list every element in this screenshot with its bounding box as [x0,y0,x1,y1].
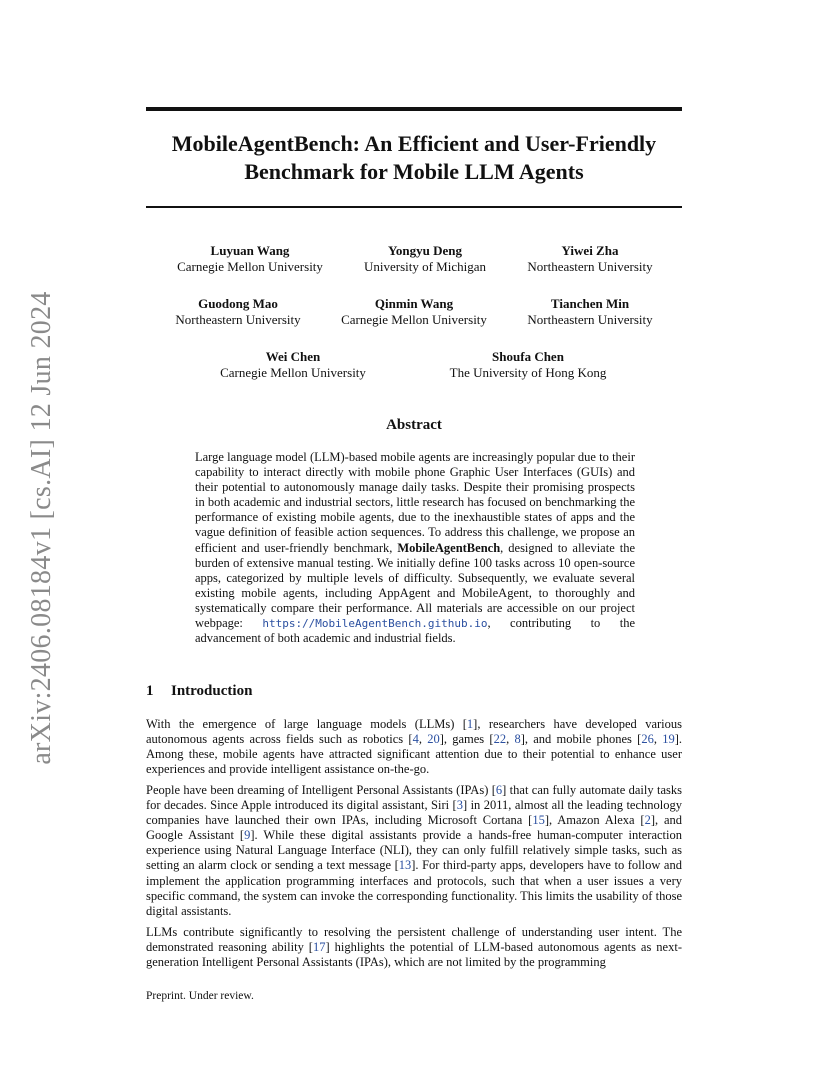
paragraph-text: People have been dreaming of Intelligent Personal Assistants (IPAs) [ [146,783,496,797]
benchmark-name: MobileAgentBench [397,540,501,555]
paragraph-text: ]. For third-party apps, developers have to follow and implement the application programming interfaces and protocols, such that when a user issues a very specific command, the system can invoke the corresponding functionality. This limits the usability of those digital assistants. [146,858,682,918]
author-name: Yongyu Deng [387,243,463,258]
paragraph-text: ] highlights the potential of LLM-based autonomous agents as next-generation Intelligent Personal Assistants (IPAs), which are not limited by the programming [146,940,682,970]
abstract-body [195,450,635,646]
paragraph-text: ], Amazon Alexa [ [544,813,645,828]
author-name: Tianchen Min [550,296,630,311]
citation-link[interactable]: 4 [412,732,419,747]
paragraph-text: ]. While these digital assistants provide a hands-free human-computer interaction experience using Natural Language Interface (NLI), they can only fulfill relatively simple tasks, such as setting an alarm clock or sending a text message [ [146,828,683,873]
author-affiliation: University of Michigan [363,259,487,274]
citation-link[interactable]: 22 [493,732,507,747]
section-title: Introduction [171,683,253,699]
paragraph-text: ], and mobile phones [ [520,732,642,747]
author-block [148,296,328,328]
abstract-text: Large language model (LLM)-based mobile agents are increasingly popular due to their capability to interact directly with mobile phone Graphic User Interfaces (GUIs) and their potential to autonomously manage daily tasks. Despite their promising prospects in both academic and industrial sectors, little research has focused on benchmarking the performance of existing mobile agents, due to the inexhaustible states of apps and the vague definition of feasible action sequences. To address this challenge, we propose an efficient and user-friendly benchmark, [195,450,635,555]
paragraph-text: With the emergence of large language models (LLMs) [ [146,717,467,731]
paragraph-text: , [418,732,428,747]
citation-link[interactable]: 17 [312,940,326,955]
author-affiliation: Northeastern University [527,312,653,327]
paragraph-text: ], researchers have developed various autonomous agents across fields such as robotics [ [146,717,682,747]
author-affiliation: Carnegie Mellon University [341,312,487,327]
citation-link[interactable]: 3 [456,798,463,813]
citation-link[interactable]: 20 [427,732,440,747]
citation-link[interactable]: 13 [398,858,412,873]
abstract-text: , contributing to the advancement of both academic and industrial fields. [195,616,635,646]
intro-paragraph [146,783,682,919]
abstract-heading: Abstract [386,417,442,433]
author-affiliation: Carnegie Mellon University [177,259,323,274]
title-top-rule [146,107,682,111]
author-block [324,296,504,328]
citation-link[interactable]: 15 [532,813,545,828]
author-name: Yiwei Zha [561,243,619,258]
project-url-link[interactable]: https://MobileAgentBench.github.io [262,617,488,631]
paragraph-text: ] in 2011, almost all the leading technology companies have launched their own IPAs, including Microsoft Cortana [ [146,798,682,828]
citation-link[interactable]: 26 [641,732,654,747]
paragraph-text: ], games [ [439,732,494,747]
author-name: Qinmin Wang [374,296,454,311]
section-heading [146,683,252,700]
intro-paragraph [146,717,682,777]
author-block [438,349,618,381]
paper-title: MobileAgentBench: An Efficient and User-Friendly Benchmark for Mobile LLM Agents [171,131,657,184]
citation-link[interactable]: 19 [662,732,675,747]
author-block [335,243,515,275]
author-affiliation: Northeastern University [175,312,301,327]
citation-link[interactable]: 6 [495,783,503,797]
author-affiliation: The University of Hong Kong [449,365,607,380]
author-block [500,296,680,328]
author-block [500,243,680,275]
author-affiliation: Northeastern University [527,259,653,274]
paragraph-text: , [653,732,663,747]
author-block [160,243,340,275]
author-name: Wei Chen [265,349,321,364]
section-number: 1 [146,683,154,699]
title-bottom-rule [146,206,682,208]
paragraph-text: , [506,732,515,747]
arxiv-identifier-stamp: arXiv:2406.08184v1 [cs.AI] 12 Jun 2024 [26,291,57,765]
author-name: Shoufa Chen [492,349,564,364]
footer-note: Preprint. Under review. [146,990,254,1002]
citation-link[interactable]: 9 [244,828,251,843]
author-block [203,349,383,381]
citation-link[interactable]: 8 [514,732,521,747]
citation-link[interactable]: 1 [466,717,474,731]
paragraph-text: ], and Google Assistant [ [146,813,682,843]
author-name: Guodong Mao [198,296,278,311]
paragraph-text: ]. Among these, mobile agents have attracted significant attention due to their potential to enhance user experiences and provide intelligent assistance on-the-go. [146,732,682,777]
intro-paragraph [146,925,682,970]
paragraph-text: ] that can fully automate daily tasks for decades. Since Apple introduced its digital assistant, Siri [ [146,783,682,813]
author-name: Luyuan Wang [210,243,290,258]
citation-link[interactable]: 2 [644,813,651,828]
abstract-text: , designed to alleviate the burden of extensive manual testing. We initially define 100 tasks across 10 open-source apps, categorized by multiple levels of difficulty. Subsequently, we evaluate several existing mobile agents, including AppAgent and MobileAgent, to thoroughly and systematically compare their performance. All materials are accessible on our project webpage: [195,540,635,631]
paragraph-text: LLMs contribute significantly to resolving the persistent challenge of understanding user intent. The demonstrated reasoning ability [ [146,925,682,955]
author-affiliation: Carnegie Mellon University [220,365,366,380]
